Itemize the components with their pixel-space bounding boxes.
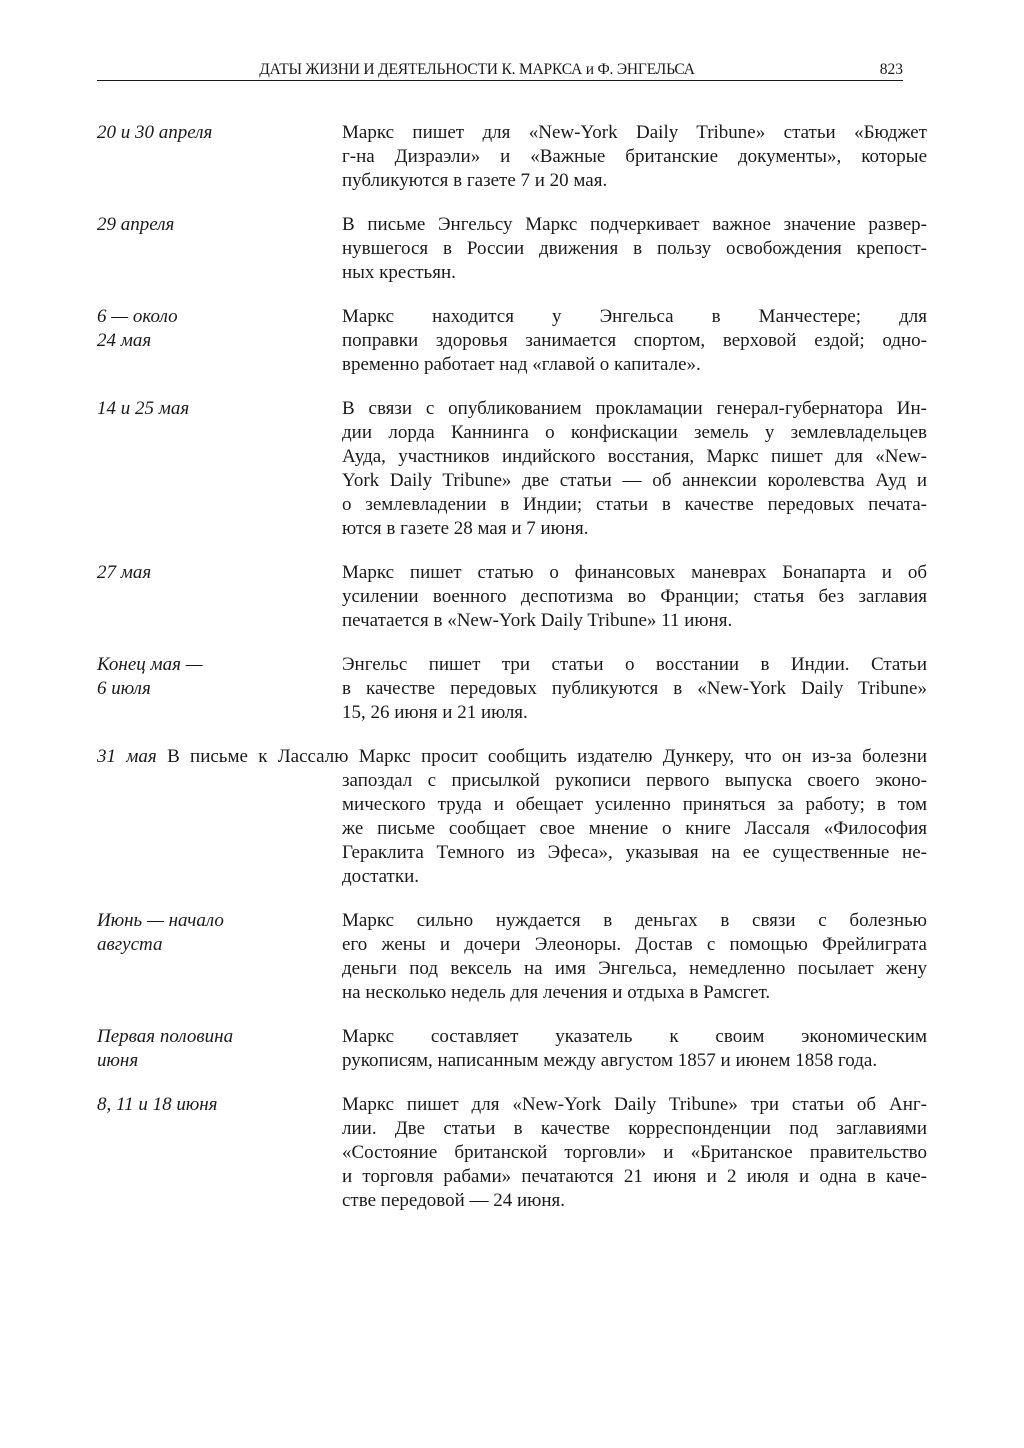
entry-text-line: Маркс пишет статью о финансовых маневрах Бонапарта и об [342,562,927,583]
chronology-entry [97,1093,927,1213]
entry-text-line: усилении военного деспотизма во Франции; статья без заглавия [342,586,927,607]
entry-date: 6 — около 24 мая [97,306,178,351]
entry-text-line: г-на Дизраэли» и «Важные британские документы», которые [342,146,927,167]
entry-text-line: рукописям, написанным между августом 1857 и июнем 1858 года. [342,1050,878,1071]
entry-text-line: Маркс находится у Энгельса в Манчестере; для [342,306,927,327]
entry-text [342,213,927,285]
entry-date: 14 и 25 мая [97,398,190,419]
chronology-entry [97,1025,927,1073]
entry-date: Конец мая — 6 июля [97,654,203,699]
chronology-entry [97,653,927,725]
entry-date: 20 и 30 апреля [97,122,213,143]
entry-text-line: на несколько недель для лечения и отдыха в Рамсгет. [342,982,771,1003]
entry-text-line: В письме к Лассалю Маркс просит сообщить издателю Дункеру, что он из-за болезни [156,746,927,767]
chronology-entry [97,305,927,377]
header-title: ДАТЫ ЖИЗНИ И ДЕЯТЕЛЬНОСТИ К. МАРКСА и Ф. ЭНГЕЛЬСА [259,61,695,78]
entry-date: 29 апреля [97,214,175,235]
entry-text-line: Маркс пишет для «New-York Daily Tribune» статьи «Бюджет [342,122,927,143]
running-header [97,60,903,81]
chronology-entry [97,561,927,633]
chronology-entry [97,745,927,889]
entry-text [342,561,927,633]
entry-text [97,745,927,889]
chronology-entry [97,121,927,193]
entry-text-line: лии. Две статьи в качестве корреспонденции под заглавиями [342,1118,927,1139]
entry-text-line: его жены и дочери Элеоноры. Достав с помощью Фрейлиграта [342,934,927,955]
entry-date: Июнь — начало августа [97,910,224,955]
entry-date: 27 мая [97,562,152,583]
entry-text-line: Маркс пишет для «New-York Daily Tribune» три статьи об Анг- [342,1094,927,1115]
chronology-entries [97,121,927,1233]
entry-text [342,909,927,1005]
page-number: 823 [879,61,903,78]
entry-text-line: временно работает над «главой о капитале». [342,354,701,375]
entry-text-line: Энгельс пишет три статьи о восстании в Индии. Статьи [342,654,927,675]
entry-date: Первая половина июня [97,1026,234,1071]
entry-text-line: публикуются в газете 7 и 20 мая. [342,170,608,191]
entry-text-line: о землевладении в Индии; статьи в качестве передовых печата- [342,494,927,515]
entry-text-line: «Состояние британской торговли» и «Британское правительство [342,1142,927,1163]
entry-text-line: и торговля рабами» печатаются 21 июня и 2 июля и одна в каче- [342,1166,927,1187]
entry-text [342,1025,927,1073]
chronology-entry [97,213,927,285]
entry-text [342,121,927,193]
entry-text-line: York Daily Tribune» две статьи — об аннексии королевства Ауд и [342,470,927,491]
entry-text-line: Гераклита Темного из Эфеса», указывая на ее существенные не- [342,842,927,863]
entry-text-line: нувшегося в России движения в пользу освобождения крепост- [342,238,927,259]
entry-text [342,397,927,541]
entry-text [342,653,927,725]
entry-text [342,1093,927,1213]
entry-text [342,305,927,377]
entry-text-line: стве передовой — 24 июня. [342,1190,566,1211]
entry-text-line: мического труда и обещает усиленно приняться за работу; в том [342,794,927,815]
entry-date: 31 мая [97,746,157,767]
entry-text-line: Ауда, участников индийского восстания, Маркс пишет для «New- [342,446,927,467]
entry-date: 8, 11 и 18 июня [97,1094,218,1115]
entry-text-line: в качестве передовых публикуются в «New-York Daily Tribune» [342,678,927,699]
chronology-entry [97,397,927,541]
entry-text-line: запоздал с присылкой рукописи первого выпуска своего эконо- [342,770,927,791]
entry-text-line: 15, 26 июня и 21 июля. [342,702,528,723]
entry-text-line: ных крестьян. [342,262,456,283]
entry-text-line: В письме Энгельсу Маркс подчеркивает важное значение развер- [342,214,927,235]
entry-text-line: Маркс составляет указатель к своим экономическим [342,1026,927,1047]
entry-text-line: Маркс сильно нуждается в деньгах в связи с болезнью [342,910,927,931]
entry-text-line: поправки здоровья занимается спортом, верховой ездой; одно- [342,330,927,351]
chronology-entry [97,909,927,1005]
entry-text-line: достатки. [342,866,420,887]
entry-text-line: ются в газете 28 мая и 7 июня. [342,518,589,539]
entry-text-line: В связи с опубликованием прокламации генерал-губернатора Ин- [342,398,927,419]
entry-text-line: дии лорда Каннинга о конфискации земель у землевладельцев [342,422,927,443]
entry-text-line: печатается в «New-York Daily Tribune» 11 июня. [342,610,733,631]
entry-text-line: деньги под вексель на имя Энгельса, немедленно посылает жену [342,958,927,979]
entry-text-line: же письме сообщает свое мнение о книге Лассаля «Философия [342,818,927,839]
